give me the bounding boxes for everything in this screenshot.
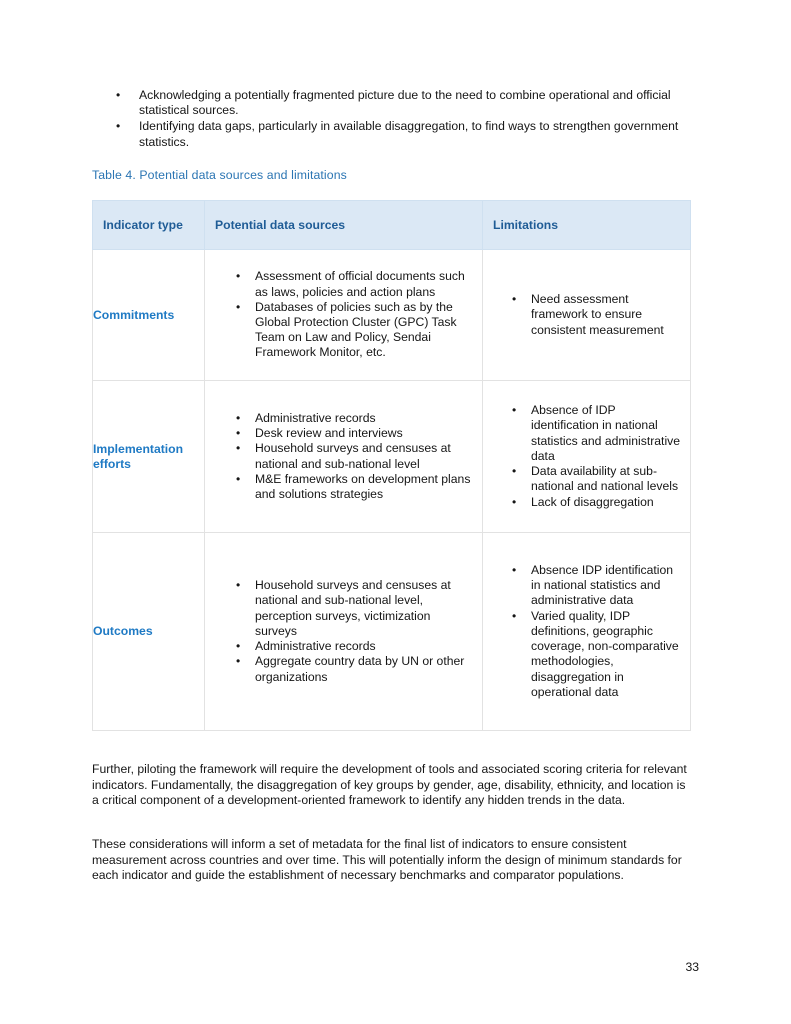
bullet-icon: •	[236, 426, 241, 441]
list-item	[483, 609, 682, 700]
list-item	[483, 563, 682, 609]
table-row	[93, 250, 691, 381]
row-sources-commitments	[205, 250, 483, 381]
row-limitations-implementation-efforts	[483, 381, 691, 533]
table-row	[93, 381, 691, 533]
cell-bullet-text: Administrative records	[255, 410, 376, 425]
table-body	[93, 250, 691, 731]
cell-bullet-list	[205, 570, 482, 692]
page-number: 33	[685, 960, 699, 974]
bullet-icon: •	[512, 292, 517, 307]
bullet-icon: •	[236, 269, 241, 284]
cell-bullet-list	[483, 555, 690, 708]
intro-bullet-text: Identifying data gaps, particularly in available disaggregation, to find ways to strengthen government statistics.	[139, 119, 679, 149]
cell-bullet-text: Databases of policies such as by the Global Protection Cluster (GPC) Task Team on Law and Policy, Sendai Framework Monitor, etc.	[255, 299, 457, 360]
bullet-icon: •	[236, 441, 241, 456]
intro-bullet-text: Acknowledging a potentially fragmented picture due to the need to combine operational and official statistical sources.	[139, 88, 671, 118]
bullet-icon: •	[236, 578, 241, 593]
column-header-limitations: Limitations	[483, 201, 691, 250]
list-item	[92, 88, 692, 118]
cell-bullet-text: Absence of IDP identification in national statistics and administrative data	[531, 403, 681, 463]
list-item	[483, 464, 682, 494]
potential-data-sources-table	[92, 200, 691, 731]
bullet-icon: •	[236, 299, 241, 314]
cell-bullet-text: M&E frameworks on development plans and solutions strategies	[255, 471, 471, 501]
row-label-implementation-efforts: Implementation efforts	[93, 381, 205, 533]
cell-bullet-text: Need assessment framework to ensure consistent measurement	[531, 292, 664, 337]
list-item	[92, 119, 692, 149]
table-header-row	[93, 201, 691, 250]
cell-bullet-text: Lack of disaggregation	[531, 494, 654, 509]
cell-bullet-list	[483, 284, 690, 346]
row-label-outcomes: Outcomes	[93, 533, 205, 731]
table-caption: Table 4. Potential data sources and limitations	[92, 168, 347, 182]
bullet-icon: •	[512, 494, 517, 509]
cell-bullet-text: Assessment of official documents such as laws, policies and action plans	[255, 269, 465, 299]
bullet-icon: •	[236, 654, 241, 669]
list-item	[205, 472, 474, 502]
list-item	[205, 639, 474, 654]
row-sources-outcomes	[205, 533, 483, 731]
body-paragraph-2: These considerations will inform a set of metadata for the final list of indicators to ensure consistent measurement across countries and over time. This will potentially inform the design of minimum standards for each indicator and guide the establishment of necessary benchmarks and comparator populations.	[92, 837, 682, 882]
row-sources-implementation-efforts	[205, 381, 483, 533]
cell-bullet-text: Varied quality, IDP definitions, geographic coverage, non-comparative methodologies, disaggregation in operational data	[531, 608, 679, 699]
cell-bullet-list	[483, 395, 690, 517]
cell-bullet-text: Household surveys and censuses at national and sub-national level	[255, 441, 451, 471]
cell-bullet-text: Desk review and interviews	[255, 426, 403, 441]
cell-bullet-text: Data availability at sub-national and national levels	[531, 464, 679, 494]
cell-bullet-list	[205, 261, 482, 368]
cell-bullet-text: Administrative records	[255, 639, 376, 654]
bullet-icon: •	[512, 464, 517, 479]
list-item	[205, 411, 474, 426]
cell-bullet-text: Absence IDP identification in national statistics and administrative data	[531, 563, 674, 608]
body-paragraph-1: Further, piloting the framework will require the development of tools and associated scoring criteria for relevant indicators. Fundamentally, the disaggregation of key groups by gender, age, disability, ethnicity, and location is a critical component of a development-oriented framework to identify any hidden trends in the data.	[92, 762, 687, 807]
list-item	[483, 495, 682, 510]
bullet-icon: •	[512, 403, 517, 418]
table-row	[93, 533, 691, 731]
row-limitations-commitments	[483, 250, 691, 381]
table-header	[93, 201, 691, 250]
column-header-data-sources: Potential data sources	[205, 201, 483, 250]
list-item	[205, 300, 474, 361]
bullet-icon: •	[236, 639, 241, 654]
bullet-icon: •	[512, 608, 517, 623]
column-header-indicator-type: Indicator type	[93, 201, 205, 250]
bullet-icon: •	[512, 563, 517, 578]
row-label-commitments: Commitments	[93, 250, 205, 381]
bullet-icon: •	[236, 410, 241, 425]
list-item	[205, 426, 474, 441]
list-item	[483, 292, 682, 338]
list-item	[205, 578, 474, 639]
list-item	[483, 403, 682, 464]
intro-bullet-list	[92, 88, 692, 151]
bullet-icon: •	[116, 88, 121, 102]
cell-bullet-text: Household surveys and censuses at national and sub-national level, perception surveys, victimization surveys	[255, 578, 451, 638]
cell-bullet-list	[205, 403, 482, 510]
bullet-icon: •	[236, 471, 241, 486]
list-item	[205, 441, 474, 471]
cell-bullet-text: Aggregate country data by UN or other organizations	[255, 654, 465, 684]
bullet-icon: •	[116, 119, 121, 134]
list-item	[205, 654, 474, 684]
list-item	[205, 269, 474, 299]
row-limitations-outcomes	[483, 533, 691, 731]
